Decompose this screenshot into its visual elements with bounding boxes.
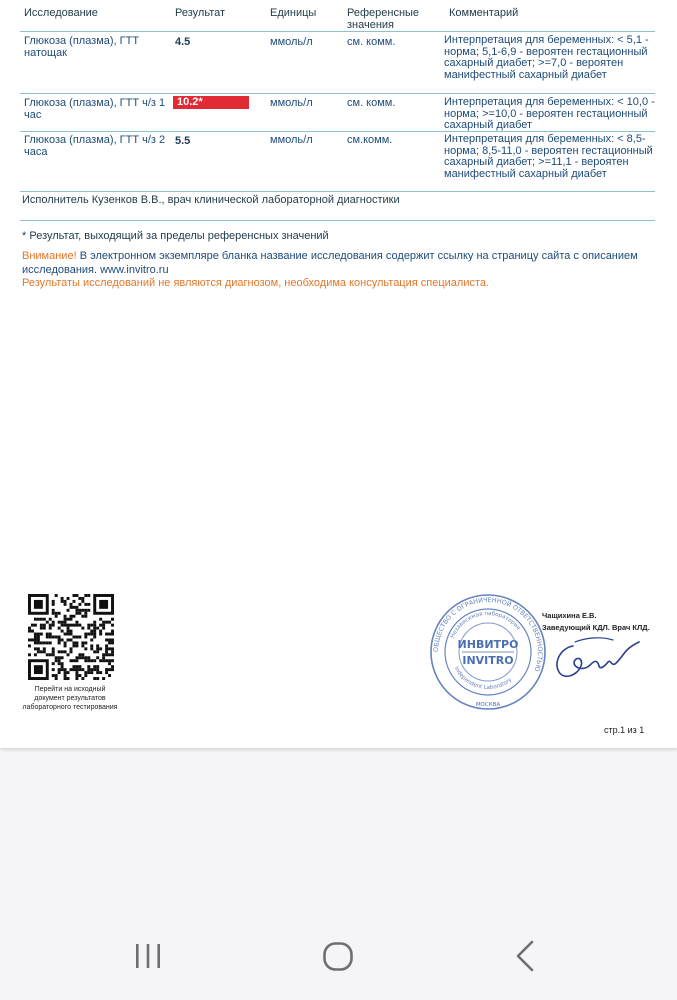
row-rule xyxy=(20,131,655,132)
row1-result: 4.5 xyxy=(175,36,191,48)
performer-rule xyxy=(20,220,655,221)
header-test: Исследование xyxy=(24,7,98,19)
signatory-title: Заведующий КДЛ. Врач КЛД. xyxy=(542,623,650,632)
recent-apps-icon[interactable] xyxy=(130,936,166,976)
row1-comment: Интерпретация для беременных: < 5,1 - норма; 5,1-6,9 - вероятен гестационный сахарный диабет; >=7,0 - вероятен манифестный сахарный диабет xyxy=(444,34,649,81)
header-rule xyxy=(20,31,655,32)
header-reference: Референсные значения xyxy=(347,7,420,31)
row2-result-flagged: 10.2* xyxy=(173,96,249,109)
qr-caption: Перейти на исходный документ результатов лабораторного тестирования xyxy=(22,686,118,711)
row2-units: ммоль/л xyxy=(270,97,313,109)
header-units: Единицы xyxy=(270,7,317,19)
signatory-name: Чащихина Е.В. xyxy=(542,611,597,620)
header-result: Результат xyxy=(175,7,226,19)
attention-text[interactable]: В электронном экземпляре бланка название исследования содержит ссылку на страницу сайта с описанием исследования. www.invitro.ru xyxy=(22,250,638,276)
row-rule xyxy=(20,93,655,94)
disclaimer: Результаты исследований не являются диагнозом, необходима консультация специалиста. xyxy=(22,277,490,289)
row2-test[interactable]: Глюкоза (плазма), ГТТ ч/з 1 час xyxy=(24,97,166,121)
handwritten-signature xyxy=(545,632,645,687)
stamp-name-ru: ИНВИТРО xyxy=(457,638,519,651)
page-number: стр.1 из 1 xyxy=(604,725,645,735)
stamp-inner-text: Независимая лаборатория xyxy=(449,610,521,640)
row1-test[interactable]: Глюкоза (плазма), ГТТ натощак xyxy=(24,35,140,59)
stamp-city: МОСКВА xyxy=(475,702,501,708)
qr-code[interactable] xyxy=(28,594,114,680)
stamp-name-en: INVITRO xyxy=(462,654,514,667)
row3-comment: Интерпретация для беременных: < 8,5- норма; 8,5-11,0 - вероятен гестационный сахарный диабет; >=11,1 - вероятен манифестный сахарный диабет xyxy=(444,133,653,180)
home-icon[interactable] xyxy=(318,936,358,976)
table-bottom-rule xyxy=(20,191,655,192)
row3-result: 5.5 xyxy=(175,135,191,147)
row1-units: ммоль/л xyxy=(270,36,313,48)
row2-comment: Интерпретация для беременных: < 10,0 - норма; >=10,0 - вероятен гестационный сахарный диабет xyxy=(444,96,655,131)
attention-note xyxy=(22,249,662,277)
stamp-ring-text: ОБЩЕСТВО С ОГРАНИЧЕННОЙ ОТВЕТСТВЕННОСТЬЮ xyxy=(431,595,545,673)
header-comment: Комментарий xyxy=(449,7,519,19)
stamp-lab-en: Independent Laboratory xyxy=(452,665,514,692)
row2-reference: см. комм. xyxy=(347,97,396,109)
out-of-range-note: * Результат, выходящий за пределы референсных значений xyxy=(22,230,329,242)
back-icon[interactable] xyxy=(508,936,544,976)
signatory-block xyxy=(542,610,650,634)
lab-stamp xyxy=(428,592,548,712)
performer: Исполнитель Кузенков В.В., врач клинической лабораторной диагностики xyxy=(22,194,400,206)
attention-label: Внимание! xyxy=(22,250,77,262)
row3-reference: см.комм. xyxy=(347,134,393,146)
row1-reference: см. комм. xyxy=(347,36,396,48)
row3-units: ммоль/л xyxy=(270,134,313,146)
row3-test[interactable]: Глюкоза (плазма), ГТТ ч/з 2 часа xyxy=(24,134,166,158)
